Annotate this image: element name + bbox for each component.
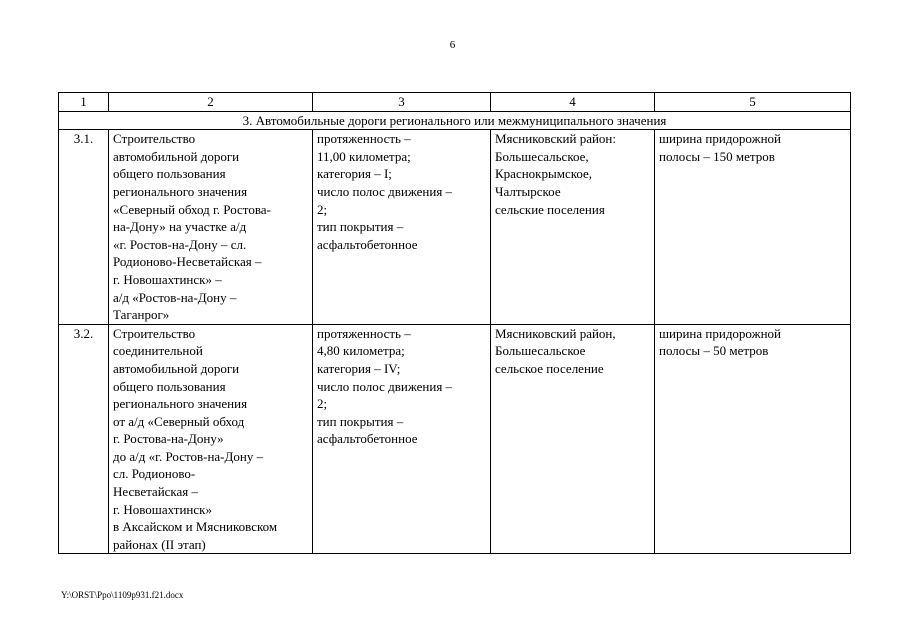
object-description: Строительство автомобильной дороги общего пользования регионального значения «Северный обход г. Ростова- на-Дону» на участке а/д «г. Ростов-на-Дону – сл. Родионово-Несветайская – г. Новошахтинск» – а/д «Ростов-на-Дону – Таганрог» (109, 130, 313, 325)
object-zone: ширина придорожной полосы – 150 метров (655, 130, 851, 325)
object-zone: ширина придорожной полосы – 50 метров (655, 324, 851, 554)
section-row (59, 111, 851, 130)
objects-table (58, 92, 851, 554)
row-number: 3.2. (59, 324, 109, 554)
column-header: 4 (491, 93, 655, 112)
object-characteristics: протяженность – 4,80 километра; категория – IV; число полос движения – 2; тип покрытия – асфальтобетонное (313, 324, 491, 554)
column-header: 5 (655, 93, 851, 112)
object-description: Строительство соединительной автомобильной дороги общего пользования регионального значения от а/д «Северный обход г. Ростова-на-Дону» до а/д «г. Ростов-на-Дону – сл. Родионово- Несветайская – г. Новошахтинск» в Аксайском и Мясниковском районах (II этап) (109, 324, 313, 554)
section-title: 3. Автомобильные дороги регионального или межмуниципального значения (59, 111, 851, 130)
row-number: 3.1. (59, 130, 109, 325)
column-header: 3 (313, 93, 491, 112)
object-location: Мясниковский район: Большесальское, Краснокрымское, Чалтырское сельские поселения (491, 130, 655, 325)
column-header: 2 (109, 93, 313, 112)
page-number: 6 (449, 39, 456, 51)
object-characteristics: протяженность – 11,00 километра; категория – I; число полос движения – 2; тип покрытия – асфальтобетонное (313, 130, 491, 325)
object-location: Мясниковский район, Большесальское сельское поселение (491, 324, 655, 554)
table-row (59, 324, 851, 554)
file-path-footer: Y:\ORST\Ppo\1109p931.f21.docx (61, 590, 184, 600)
table-row (59, 130, 851, 325)
table-header-row (59, 93, 851, 112)
column-header: 1 (59, 93, 109, 112)
